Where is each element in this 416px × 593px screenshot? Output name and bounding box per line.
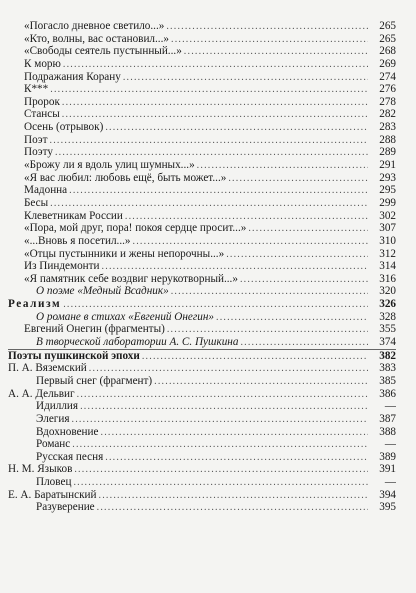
toc-entry-page: 389 [379, 450, 396, 463]
dot-leader [133, 236, 368, 248]
toc-entry-title: Осень (отрывок) [24, 121, 104, 134]
toc-entry-title: Разуверение [36, 501, 95, 514]
toc-entry-title: Вдохновение [36, 425, 99, 438]
toc-entry-title: П. А. Вяземский [8, 362, 87, 375]
toc-entry-title: «Кто, волны, вас остановил...» [24, 32, 169, 45]
toc-entry-page: 314 [379, 260, 396, 273]
dot-leader [166, 21, 368, 33]
toc-entry-title: «Я памятник себе воздвиг нерукотворный...» [24, 272, 238, 285]
toc-entry [8, 260, 396, 273]
toc-entry-title: О поэме «Медный Всадник» [36, 285, 169, 298]
toc-entry-title: Пловец [36, 476, 72, 489]
toc-entry [8, 426, 396, 439]
dot-leader [248, 223, 368, 235]
toc-entry-title: «Погасло дневное светило...» [24, 20, 165, 32]
toc-entry [8, 121, 396, 134]
toc-entry [8, 58, 396, 71]
toc-entry-title: Поэту [24, 146, 53, 159]
dot-leader [154, 376, 368, 388]
toc-entry-title: Евгений Онегин (фрагменты) [24, 323, 165, 336]
toc-entry-title: Элегия [36, 412, 70, 425]
toc-entry-page: 302 [379, 209, 396, 222]
toc-entry-page: 328 [379, 310, 396, 323]
dot-leader [72, 414, 368, 426]
toc-entry [8, 146, 396, 159]
toc-entry-page: 394 [379, 488, 396, 501]
toc-entry-page: 316 [379, 272, 396, 285]
toc-entry-title: Первый снег (фрагмент) [36, 374, 153, 387]
toc-entry-title: «Брожу ли я вдоль улиц шумных...» [24, 159, 195, 172]
dot-leader [50, 198, 368, 210]
dot-leader [97, 502, 368, 514]
toc-entry [8, 96, 396, 109]
toc-entry [8, 476, 396, 489]
toc-entry-title: «...Вновь я посетил...» [24, 234, 131, 247]
dot-leader [171, 286, 368, 298]
toc-entry-page: 268 [379, 45, 396, 58]
toc-entry [8, 134, 396, 147]
toc-entry [8, 451, 396, 464]
toc-entry-page: 355 [379, 323, 396, 336]
toc-entry-page: 278 [379, 95, 396, 108]
toc-entry-title: Стансы [24, 108, 60, 121]
toc-entry-page: 395 [379, 501, 396, 514]
toc-entry-page: 274 [379, 70, 396, 83]
toc-entry-page: 276 [379, 83, 396, 96]
toc-entry-page: 374 [379, 336, 396, 349]
toc-entry-title: Поэт [24, 133, 48, 146]
toc-entry [8, 222, 396, 235]
toc-entry-page: 320 [379, 285, 396, 298]
toc-entry-title: Пророк [24, 95, 60, 108]
toc-entry-title: А. А. Дельвиг [8, 387, 75, 400]
dot-leader [50, 84, 368, 96]
toc-entry-title: К морю [24, 57, 61, 70]
toc-entry [8, 273, 396, 286]
dot-leader [228, 173, 368, 185]
toc-entry-page: 382 [379, 349, 396, 362]
toc-entry-page: 383 [379, 362, 396, 375]
toc-entry-title: Поэты пушкинской эпохи [8, 349, 140, 362]
dot-leader [216, 312, 368, 324]
toc-entry [8, 362, 396, 375]
dot-leader [167, 324, 368, 336]
toc-entry-title: «Свободы сеятель пустынный...» [24, 45, 182, 58]
toc-entry-page: 391 [379, 463, 396, 476]
dot-leader [73, 477, 368, 489]
toc-entry-page: 288 [379, 133, 396, 146]
dot-leader [123, 72, 368, 84]
dot-leader [240, 274, 368, 286]
toc-entry-title: Реализм [8, 298, 62, 311]
dot-leader [105, 122, 368, 134]
toc-entry-page: 312 [379, 247, 396, 260]
toc-entry-title: Идиллия [36, 400, 79, 413]
toc-entry [8, 235, 396, 248]
dot-leader [63, 299, 368, 311]
dot-leader [125, 211, 368, 223]
toc-entry-title: Мадонна [24, 184, 68, 197]
toc-entry-title: Клеветникам России [24, 209, 123, 222]
toc-entry [8, 311, 396, 324]
toc-entry [8, 463, 396, 476]
dot-leader [80, 401, 368, 413]
toc-entry [8, 375, 396, 388]
dot-leader [62, 109, 368, 121]
toc-entry [8, 350, 396, 363]
toc-entry-title: «Отцы пустынники и жены непорочны...» [24, 247, 225, 260]
toc-entry-page: 293 [379, 171, 396, 184]
toc-entry-page: 385 [379, 374, 396, 387]
dot-leader [226, 249, 368, 261]
dot-leader [89, 363, 368, 375]
toc-entry-title: В творческой лаборатории А. С. Пушкина [36, 336, 239, 349]
dot-leader [72, 439, 368, 451]
toc-entry-page: — [384, 438, 396, 451]
toc-entry-title: Е. А. Баратынский [8, 488, 97, 501]
toc-entry-page: 307 [379, 222, 396, 235]
toc-entry-page: 386 [379, 387, 396, 400]
toc-entry-title: «Я вас любил: любовь ещё, быть может...» [24, 171, 227, 184]
toc-entry [8, 323, 396, 336]
toc-entry-page: 326 [379, 298, 396, 311]
dot-leader [184, 46, 368, 58]
toc-entry-page: — [384, 400, 396, 413]
dot-leader [142, 351, 368, 363]
toc-entry-page: — [384, 476, 396, 489]
toc-entry-title: Бесы [24, 196, 49, 209]
toc-entry [8, 197, 396, 210]
toc-entry [8, 159, 396, 172]
dot-leader [171, 34, 368, 46]
toc-entry-page: 265 [379, 32, 396, 45]
toc-entry-title: Н. М. Языков [8, 463, 73, 476]
toc-entry-title: О романе в стихах «Евгений Онегин» [36, 310, 214, 323]
toc-entry [8, 184, 396, 197]
dot-leader [102, 261, 368, 273]
toc-entry [8, 438, 396, 451]
dot-leader [77, 389, 368, 401]
dot-leader [55, 147, 368, 159]
dot-leader [99, 490, 368, 502]
toc-entry-title: «Пора, мой друг, пора! покоя сердце просит...» [24, 222, 247, 235]
dot-leader [69, 185, 368, 197]
dot-leader [197, 160, 368, 172]
toc-entry [8, 210, 396, 223]
toc-entry [8, 501, 396, 514]
toc-entry [8, 33, 396, 46]
toc-entry [8, 285, 396, 298]
toc-entry-page: 299 [379, 196, 396, 209]
toc-entry-page: 388 [379, 425, 396, 438]
toc-entry-page: 282 [379, 108, 396, 121]
toc-entry [8, 489, 396, 502]
toc-entry-page: 289 [379, 146, 396, 159]
dot-leader [62, 97, 368, 109]
toc-entry [8, 400, 396, 413]
toc-entry [8, 248, 396, 261]
toc-entry-page: 310 [379, 234, 396, 247]
toc-entry-page: 269 [379, 57, 396, 70]
toc-entry [8, 336, 396, 350]
toc-entry [8, 388, 396, 401]
toc-entry [8, 298, 396, 311]
table-of-contents [8, 20, 396, 514]
toc-entry [8, 413, 396, 426]
toc-entry-page: 295 [379, 184, 396, 197]
dot-leader [50, 135, 368, 147]
toc-entry [8, 20, 396, 33]
toc-entry-page: 265 [379, 20, 396, 32]
toc-entry [8, 45, 396, 58]
dot-leader [240, 337, 368, 350]
toc-entry-page: 291 [379, 159, 396, 172]
toc-entry-title: Подражания Корану [24, 70, 121, 83]
toc-entry [8, 108, 396, 121]
toc-entry-title: Русская песня [36, 450, 104, 463]
toc-entry-page: 387 [379, 412, 396, 425]
dot-leader [74, 464, 368, 476]
toc-entry [8, 71, 396, 84]
dot-leader [105, 452, 368, 464]
dot-leader [101, 427, 369, 439]
toc-entry-title: Из Пиндемонти [24, 260, 100, 273]
dot-leader [63, 59, 368, 71]
toc-entry [8, 83, 396, 96]
toc-entry-page: 283 [379, 121, 396, 134]
toc-entry-title: Романс [36, 438, 71, 451]
toc-entry-title: К*** [24, 83, 49, 96]
toc-entry [8, 172, 396, 185]
